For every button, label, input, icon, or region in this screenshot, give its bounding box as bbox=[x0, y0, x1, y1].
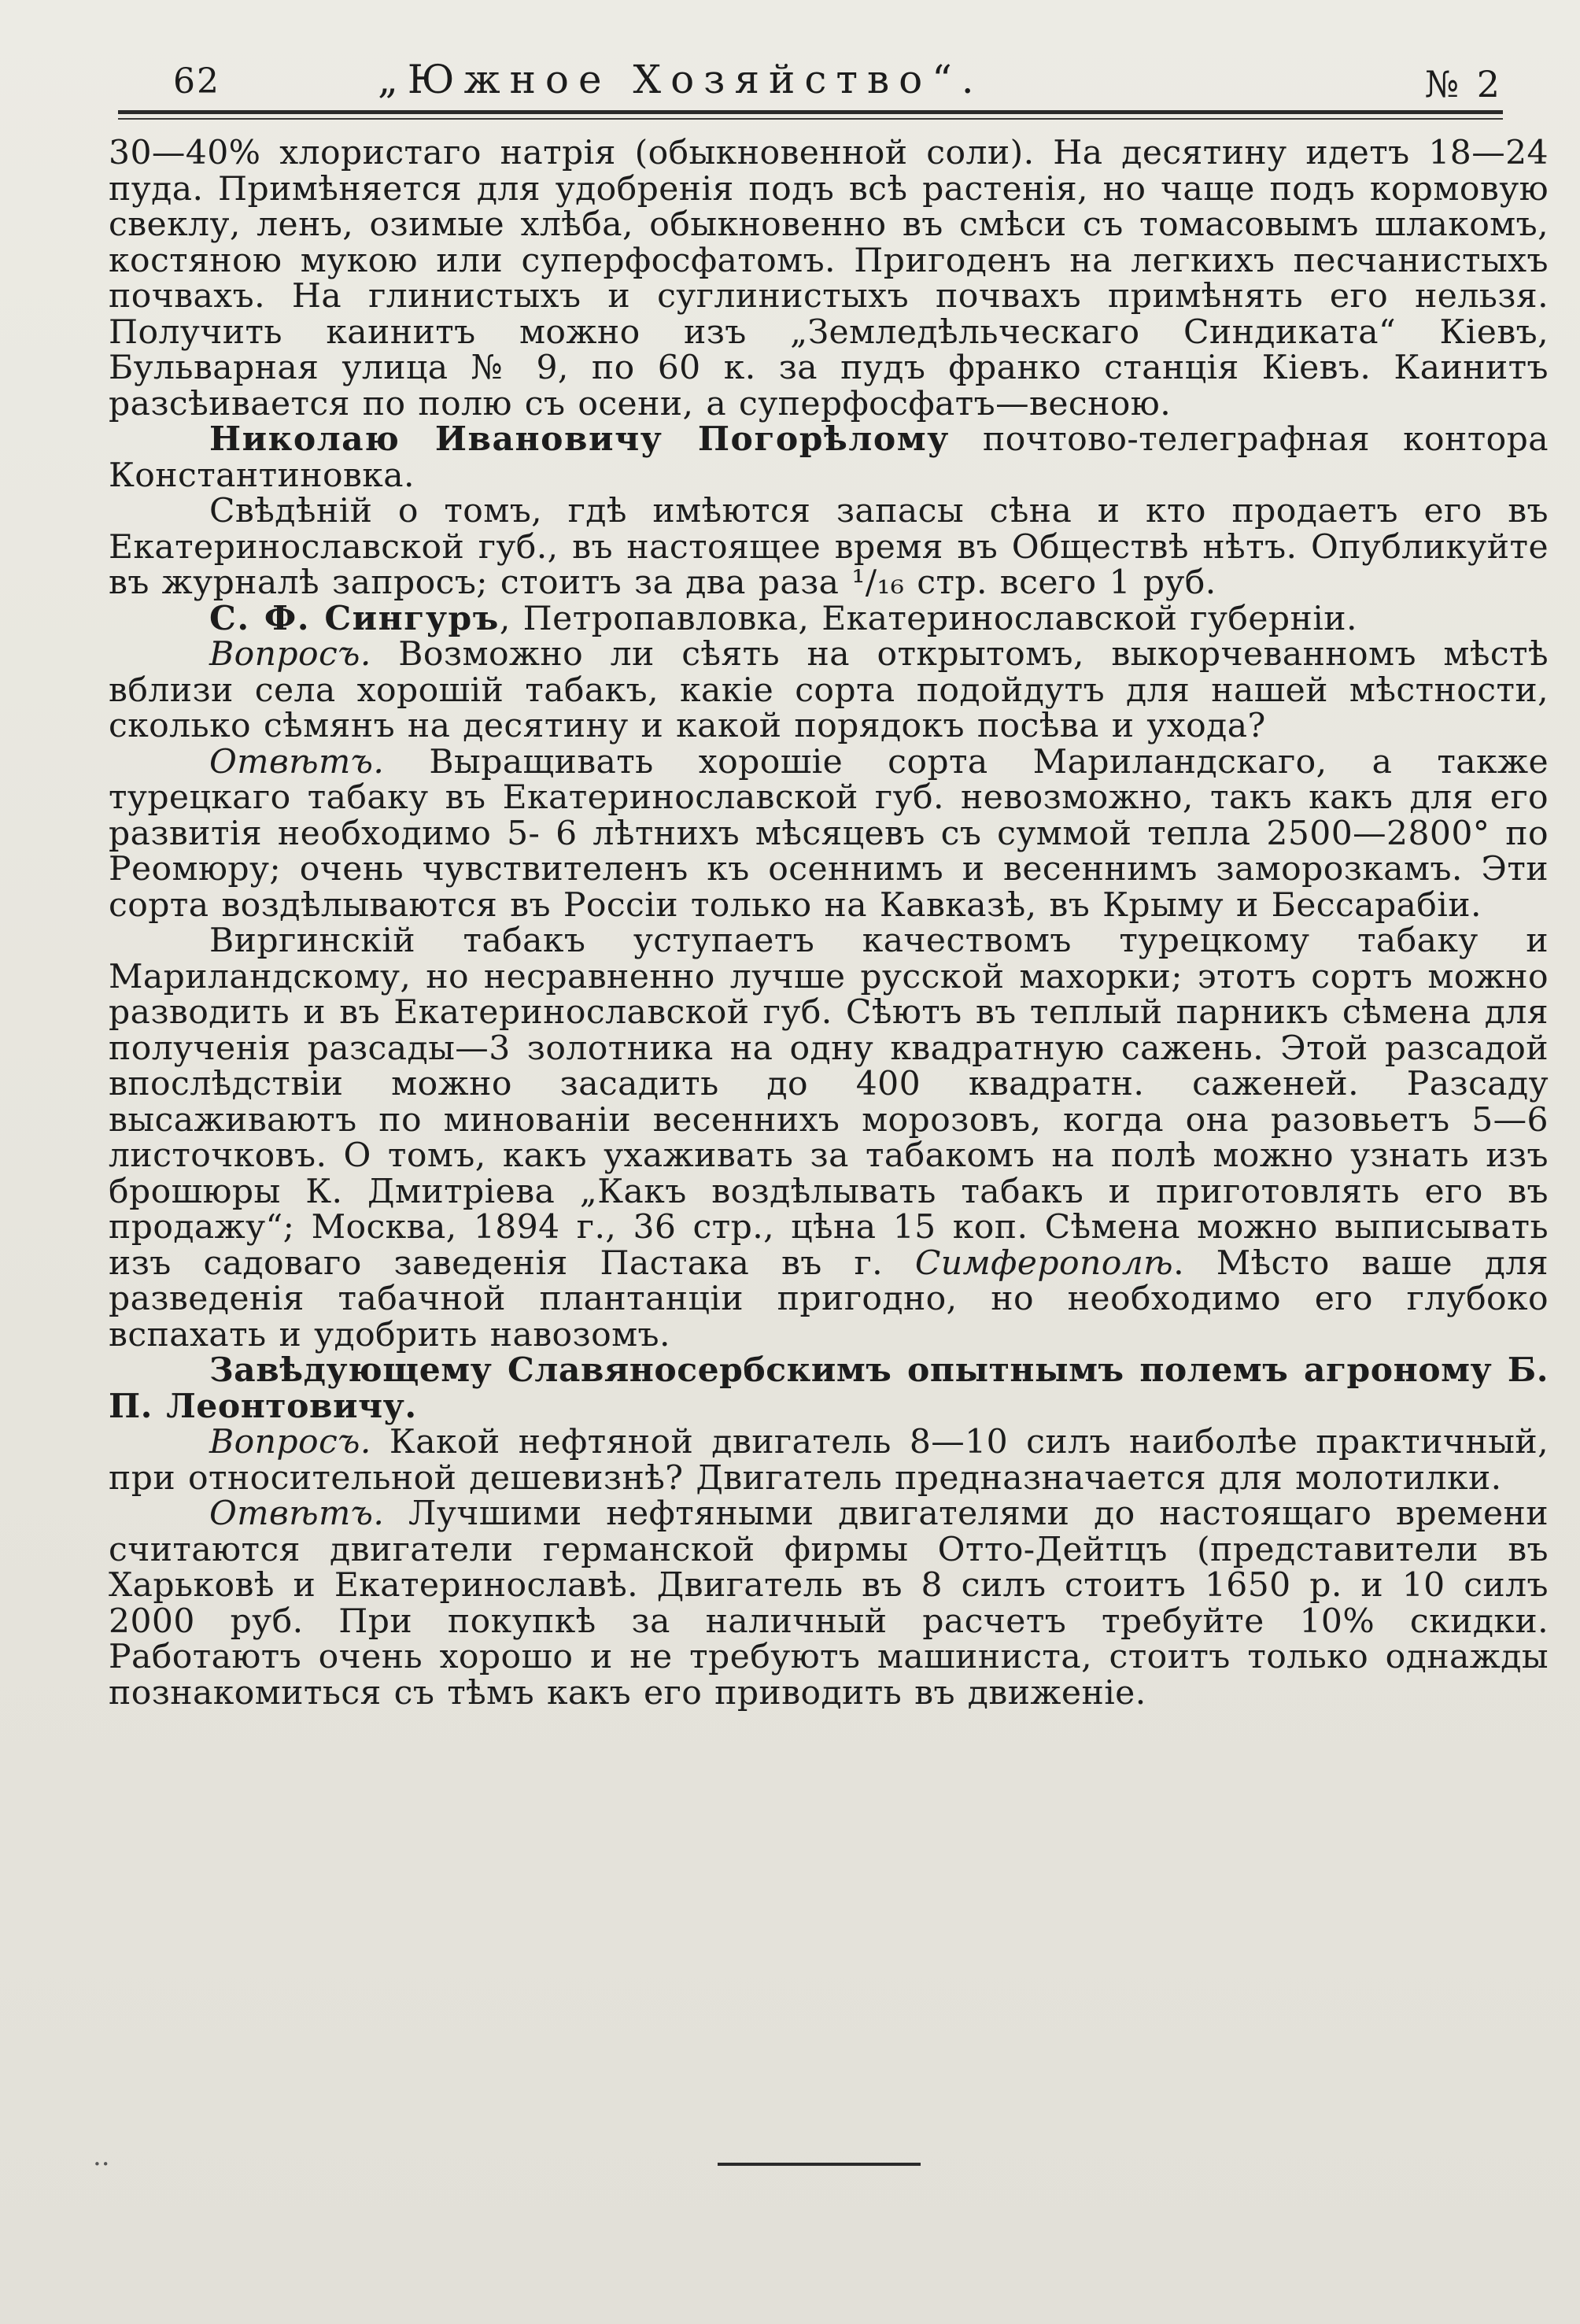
section-3-answer-continued bbox=[109, 923, 1549, 1353]
recipient-location-2: почтово-телеграфная контора Константиновка. bbox=[109, 420, 1549, 495]
question-label-3: Вопросъ. bbox=[209, 635, 371, 674]
page-number: 62 bbox=[173, 61, 220, 102]
footer-dots: .. bbox=[93, 2141, 110, 2172]
section-3-answer bbox=[109, 744, 1549, 924]
city-name: Симферополѣ bbox=[914, 1243, 1174, 1283]
journal-title: „Южное Хозяйство“. bbox=[378, 57, 984, 102]
question-text-4: Какой нефтяной двигатель 8—10 силъ наиболѣе практичный, при относительной дешевизнѣ? Двигатель предназначается для молотилки. bbox=[109, 1423, 1549, 1498]
section-2-text: Свѣдѣній о томъ, гдѣ имѣются запасы сѣна и кто продаетъ его въ Екатеринославской губ., въ настоящее время въ Обществѣ нѣтъ. Опубликуйте въ журналѣ запросъ; стоитъ за два раза ¹/₁₆ стр. всего 1 руб. bbox=[109, 492, 1549, 602]
recipient-location-3: , Петропавловка, Екатеринославской губерніи. bbox=[499, 599, 1357, 638]
answer-cont-before: Виргинскій табакъ уступаетъ качествомъ турецкому табаку и Мариландскому, но несравненно лучше русской махорки; этотъ сортъ можно разводить и въ Екатеринославской губ. Сѣютъ въ теплый парникъ сѣмена для полученія разсады—3 золотника на одну квадратную сажень. Этой разсадой впослѣдствіи можно засадить до 400 квадратн. саженей. Разсаду высаживаютъ по минованіи весеннихъ морозовъ, когда она разовьетъ 5—6 листочковъ. О томъ, какъ ухаживать за табакомъ на полѣ можно узнать изъ брошюры К. Дмитріева „Какъ воздѣлывать табакъ и приготовлять его въ продажу“; Москва, 1894 г., 36 стр., цѣна 15 коп. Сѣмена можно выписывать изъ садоваго заведенія Пастака въ г. bbox=[109, 922, 1549, 1283]
recipient-name-2: Николаю Ивановичу Погорѣлому bbox=[209, 419, 950, 459]
question-text-3: Возможно ли сѣять на открытомъ, выкорчеванномъ мѣстѣ вблизи села хорошій табакъ, какіе сорта подойдутъ для нашей мѣстности, сколько сѣмянъ на десятину и какой порядокъ посѣва и ухода? bbox=[109, 635, 1549, 745]
header-rule-thin bbox=[118, 118, 1503, 120]
answer-cont-after: . Мѣсто ваше для разведенія табачной плантанціи пригодно, но необходимо его глубоко вспахать и удобрить навозомъ. bbox=[109, 1243, 1549, 1354]
page-header bbox=[118, 46, 1503, 109]
answer-text-3: Выращивать хорошіе сорта Мариландскаго, а также турецкаго табаку въ Екатеринославской губ. невозможно, такъ какъ для его развитія необходимо 5- 6 лѣтнихъ мѣсяцевъ съ суммой тепла 2500—2800° по Реомюру; очень чувствителенъ къ осеннимъ и весеннимъ заморозкамъ. Эти сорта воздѣлываются въ Россіи только на Кавказѣ, въ Крыму и Бессарабіи. bbox=[109, 742, 1549, 925]
section-4-answer bbox=[109, 1496, 1549, 1711]
section-1-text: 30—40% хлористаго натрія (обыкновенной соли). На десятину идетъ 18—24 пуда. Примѣняется для удобренія подъ всѣ растенія, но чаще подъ кормовую свеклу, ленъ, озимые хлѣба, обыкновенно въ смѣси съ томасовымъ шлакомъ, костяною мукою или суперфосфатомъ. Пригоденъ на легкихъ песчанистыхъ почвахъ. На глинистыхъ и суглинистыхъ почвахъ примѣнять его нельзя. Получить каинитъ можно изъ „Земледѣльческаго Синдиката“ Кіевъ, Бульварная улица № 9, по 60 к. за пудъ франко станція Кіевъ. Каинитъ разсѣивается по полю съ осени, а суперфосфатъ—весною. bbox=[109, 134, 1549, 423]
answer-label-3: Отвѣтъ. bbox=[209, 742, 385, 781]
issue-number: № 2 bbox=[1424, 63, 1503, 105]
section-3-question bbox=[109, 637, 1549, 744]
section-4-heading: Завѣдующему Славяносербскимъ опытнымъ полемъ агроному Б. П. Леонтовичу. bbox=[109, 1350, 1549, 1426]
answer-text-4: Лучшими нефтяными двигателями до настоящаго времени считаются двигатели германской фирмы Отто-Дейтцъ (представители въ Харьковѣ и Екатеринославѣ. Двигатель въ 8 силъ стоитъ 1650 р. и 10 силъ 2000 руб. При покупкѣ за наличный расчетъ требуйте 10% скидки. Работаютъ очень хорошо и не требуютъ машиниста, стоитъ только однажды познакомиться съ тѣмъ какъ его приводить въ движеніе. bbox=[109, 1495, 1549, 1713]
question-label-4: Вопросъ. bbox=[209, 1423, 371, 1461]
recipient-name-3: С. Ф. Сингуръ bbox=[209, 598, 500, 638]
header-rule-thick bbox=[118, 110, 1503, 114]
article-body bbox=[109, 135, 1549, 1711]
section-4-question bbox=[109, 1424, 1549, 1496]
end-rule bbox=[718, 2163, 921, 2166]
answer-label-4: Отвѣтъ. bbox=[209, 1495, 385, 1533]
section-3-heading bbox=[109, 598, 1549, 638]
section-2-heading bbox=[109, 419, 1549, 495]
